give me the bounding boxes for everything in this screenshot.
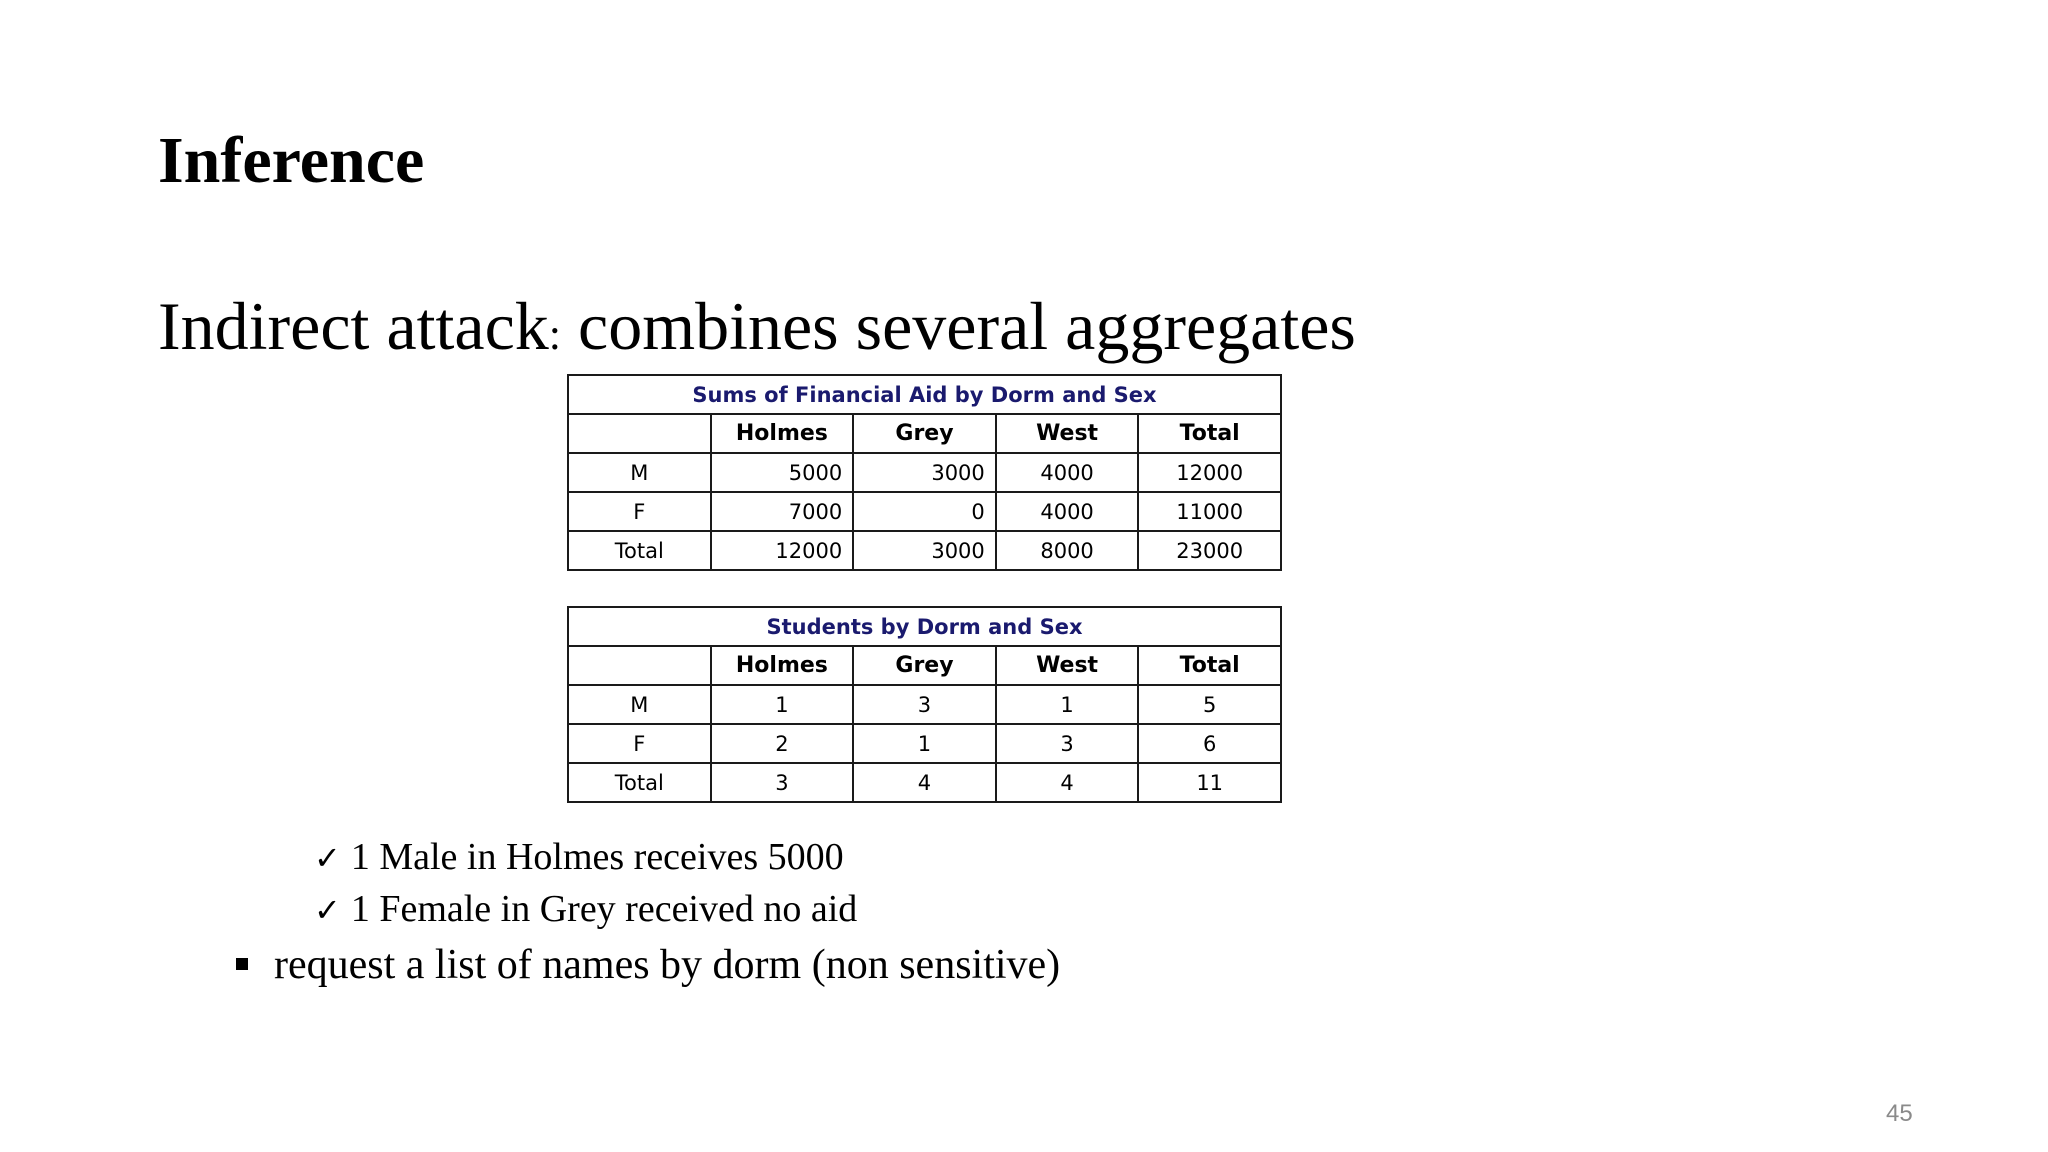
table-cell: 7000 [711, 492, 854, 531]
column-header: West [996, 646, 1139, 685]
table-cell: 12000 [711, 531, 854, 570]
column-header [568, 414, 711, 453]
check-item-text: 1 Female in Grey received no aid [350, 888, 858, 930]
table-cell: 3000 [853, 531, 996, 570]
table-cell: 2 [711, 724, 854, 763]
table-cell: 3000 [853, 453, 996, 492]
table-row [568, 685, 1281, 724]
table-cell: 1 [711, 685, 854, 724]
subtitle-colon: : [548, 310, 562, 359]
check-item-text: 1 Male in Holmes receives 5000 [350, 836, 844, 878]
table-cell: 12000 [1138, 453, 1281, 492]
row-label: M [568, 685, 711, 724]
table-row [568, 724, 1281, 763]
column-header: West [996, 414, 1139, 453]
checkmark-icon: ✓ [314, 891, 341, 929]
row-label: Total [568, 531, 711, 570]
table-row [568, 763, 1281, 802]
table-row [568, 531, 1281, 570]
page-number: 45 [1886, 1100, 1913, 1127]
table-cell: 1 [853, 724, 996, 763]
table-cell: 3 [853, 685, 996, 724]
check-item [314, 890, 857, 928]
column-header: Holmes [711, 646, 854, 685]
financial-aid-table [567, 374, 1282, 571]
slide-subtitle [158, 288, 1356, 364]
table-row [568, 453, 1281, 492]
table-caption: Students by Dorm and Sex [568, 607, 1281, 646]
bullet-item [236, 944, 1060, 986]
table-header-row [568, 646, 1281, 685]
table-cell: 4 [996, 763, 1139, 802]
table-cell: 1 [996, 685, 1139, 724]
column-header: Total [1138, 646, 1281, 685]
column-header: Grey [853, 646, 996, 685]
table-cell: 4 [853, 763, 996, 802]
table-cell: 23000 [1138, 531, 1281, 570]
table-caption-row [568, 607, 1281, 646]
column-header: Holmes [711, 414, 854, 453]
table-cell: 3 [711, 763, 854, 802]
row-label: M [568, 453, 711, 492]
table-cell: 5000 [711, 453, 854, 492]
column-header: Total [1138, 414, 1281, 453]
table-cell: 4000 [996, 453, 1139, 492]
table-cell: 11000 [1138, 492, 1281, 531]
slide-title: Inference [158, 124, 425, 197]
bullet-item-text: request a list of names by dorm (non sensitive) [274, 942, 1061, 988]
table-cell: 4000 [996, 492, 1139, 531]
row-label: F [568, 492, 711, 531]
row-label: F [568, 724, 711, 763]
table-cell: 11 [1138, 763, 1281, 802]
table-cell: 8000 [996, 531, 1139, 570]
column-header: Grey [853, 414, 996, 453]
table-cell: 3 [996, 724, 1139, 763]
row-label: Total [568, 763, 711, 802]
table-caption: Sums of Financial Aid by Dorm and Sex [568, 375, 1281, 414]
subtitle-rest: combines several aggregates [561, 288, 1356, 364]
square-bullet-icon [236, 958, 248, 970]
column-header [568, 646, 711, 685]
table-cell: 6 [1138, 724, 1281, 763]
table-header-row [568, 414, 1281, 453]
check-item [314, 838, 844, 876]
table-caption-row [568, 375, 1281, 414]
subtitle-main: Indirect attack [158, 288, 549, 364]
table-row [568, 492, 1281, 531]
students-table [567, 606, 1282, 803]
table-cell: 0 [853, 492, 996, 531]
table-cell: 5 [1138, 685, 1281, 724]
checkmark-icon: ✓ [314, 839, 341, 877]
